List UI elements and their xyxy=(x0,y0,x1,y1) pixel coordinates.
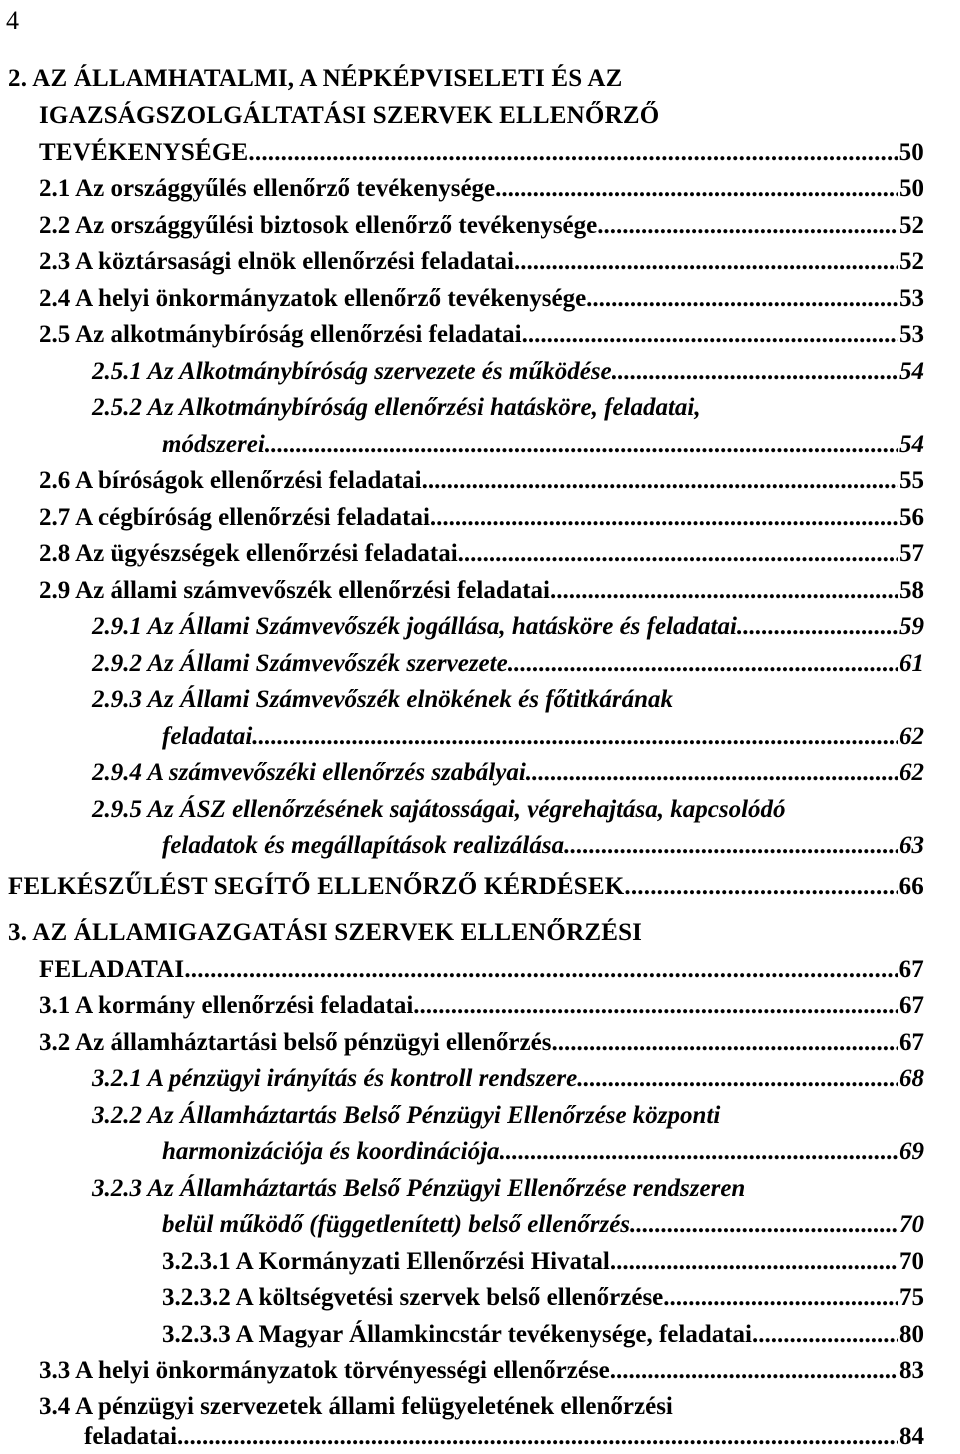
toc-entry-text: 3.1 A kormány ellenőrzési feladatai. xyxy=(39,992,420,1019)
toc-entry-page: 62 xyxy=(899,723,924,750)
toc-entry-text: 3.3 A helyi önkormányzatok törvényességi ellenőrzése xyxy=(39,1357,610,1384)
toc-entry-3-2-2-line1[interactable] xyxy=(92,1101,924,1131)
toc-entry-page: 50 xyxy=(898,139,924,166)
toc-entry-3-2-3-2[interactable] xyxy=(162,1283,924,1313)
toc-entry-page: 54 xyxy=(899,431,924,458)
toc-entry-text: 2.2 Az országgyűlési biztosok ellenőrző tevékenysége xyxy=(39,212,598,239)
toc-entry-text: 2.9 Az állami számvevőszék ellenőrzési feladatai xyxy=(39,577,550,604)
dot-leader xyxy=(564,831,898,861)
toc-entry-2-4[interactable] xyxy=(39,284,924,314)
toc-entry-2-2[interactable] xyxy=(39,211,924,241)
page-number: 4 xyxy=(6,6,19,35)
toc-entry-text: 2.4 A helyi önkormányzatok ellenőrző tevékenysége xyxy=(39,285,587,312)
toc-entry-page: 53 xyxy=(899,321,924,348)
toc-entry-2-3[interactable] xyxy=(39,247,924,277)
toc-entry-text: 2.7 A cégbíróság ellenőrzési feladatai xyxy=(39,504,430,531)
toc-entry-text: 2.8 Az ügyészségek ellenőrzési feladatai. xyxy=(39,540,464,567)
toc-entry-text: 3.2.3.3 A Magyar Államkincstár tevékenysége, feladatai xyxy=(162,1321,752,1348)
toc-entry-page: 54 xyxy=(899,358,924,385)
toc-entry-2-8[interactable] xyxy=(39,539,924,569)
toc-entry-text: 2. AZ ÁLLAMHATALMI, A NÉPKÉPVISELETI ÉS AZ xyxy=(8,65,623,92)
toc-entry-page: 62 xyxy=(899,759,924,786)
toc-entry-page: 63 xyxy=(899,832,924,859)
toc-entry-page: 67 xyxy=(898,956,924,983)
toc-entry-page: 70 xyxy=(899,1248,924,1275)
toc-entry-text: TEVÉKENYSÉGE xyxy=(39,139,249,166)
toc-entry-page: 83 xyxy=(899,1357,924,1384)
dot-leader xyxy=(550,576,898,606)
toc-entry-text: IGAZSÁGSZOLGÁLTATÁSI SZERVEK ELLENŐRZŐ xyxy=(39,102,660,129)
toc-entry-2-9-1[interactable] xyxy=(92,612,924,642)
toc-entry-2-9-2[interactable] xyxy=(92,649,924,679)
toc-entry-3-heading-line1[interactable] xyxy=(8,918,924,948)
dot-leader xyxy=(420,991,898,1021)
toc-entry-2-heading-line1[interactable] xyxy=(8,64,924,94)
toc-entry-2-9-5[interactable] xyxy=(162,831,924,861)
toc-entry-page: 56 xyxy=(899,504,924,531)
dot-leader xyxy=(624,872,897,902)
toc-entry-page: 75 xyxy=(899,1284,924,1311)
toc-entry-text: feladatai xyxy=(84,1423,178,1450)
toc-entry-review-questions[interactable] xyxy=(8,872,924,902)
toc-entry-text: 2.9.2 Az Állami Számvevőszék szervezete xyxy=(92,650,508,677)
dot-leader xyxy=(248,138,897,168)
toc-entry-2-9-3-line1[interactable] xyxy=(92,685,924,715)
toc-entry-page: 57 xyxy=(899,540,924,567)
toc-entry-text: 3.4 A pénzügyi szervezetek állami felügyeletének ellenőrzési xyxy=(39,1393,673,1420)
toc-entry-text: 3.2.3.2 A költségvetési szervek belső ellenőrzése xyxy=(162,1284,664,1311)
dot-leader xyxy=(501,174,898,204)
toc-entry-3-2-3[interactable] xyxy=(162,1210,924,1240)
toc-entry-2-5[interactable] xyxy=(39,320,924,350)
dot-leader xyxy=(737,612,898,642)
toc-entry-page: 53 xyxy=(899,285,924,312)
toc-entry-3-4[interactable] xyxy=(84,1422,924,1452)
dot-leader xyxy=(464,539,898,569)
toc-entry-page: 67 xyxy=(899,1029,924,1056)
dot-leader xyxy=(663,1283,898,1313)
toc-entry-page: 55 xyxy=(899,467,924,494)
toc-entry-page: 52 xyxy=(899,248,924,275)
toc-entry-text: feladatai xyxy=(162,723,253,750)
dot-leader xyxy=(177,1422,898,1452)
dot-leader xyxy=(184,955,897,985)
dot-leader xyxy=(610,1356,898,1386)
toc-entry-page: 50 xyxy=(899,175,924,202)
dot-leader xyxy=(500,1137,898,1167)
toc-entry-page: 80 xyxy=(899,1321,924,1348)
toc-entry-2-5-1[interactable] xyxy=(92,357,924,387)
toc-entry-3-2-2[interactable] xyxy=(162,1137,924,1167)
toc-entry-text: FELKÉSZŰLÉST SEGÍTŐ ELLENŐRZŐ KÉRDÉSEK xyxy=(8,873,625,900)
toc-entry-2-5-2[interactable] xyxy=(162,430,924,460)
toc-entry-text: 3.2.1 A pénzügyi irányítás és kontroll rendszere xyxy=(92,1065,578,1092)
toc-entry-2-9-3[interactable] xyxy=(162,722,924,752)
dot-leader xyxy=(422,466,898,496)
toc-entry-text: 3.2 Az államháztartási belső pénzügyi ellenőrzés xyxy=(39,1029,552,1056)
toc-entry-text: belül működő (függetlenített) belső ellenőrzés xyxy=(162,1211,631,1238)
toc-entry-2[interactable] xyxy=(39,138,924,168)
toc-entry-text: 2.9.4 A számvevőszéki ellenőrzés szabályai xyxy=(92,759,526,786)
toc-entry-page: 52 xyxy=(899,212,924,239)
toc-entry-page: 68 xyxy=(899,1065,924,1092)
toc-entry-text: 2.9.3 Az Állami Számvevőszék elnökének és főtitkárának xyxy=(92,686,674,713)
dot-leader xyxy=(630,1210,898,1240)
toc-entry-page: 84 xyxy=(899,1423,924,1450)
toc-entry-text: FELADATAI xyxy=(39,956,185,983)
toc-entry-text: 3.2.3 Az Államháztartás Belső Pénzügyi Ellenőrzése rendszeren xyxy=(92,1175,746,1202)
dot-leader xyxy=(508,649,898,679)
toc-entry-text: 2.6 A bíróságok ellenőrzési feladatai xyxy=(39,467,422,494)
toc-entry-page: 70 xyxy=(899,1211,924,1238)
toc-entry-text: 3.2.3.1 A Kormányzati Ellenőrzési Hivatal xyxy=(162,1248,610,1275)
toc-entry-text: 2.5 Az alkotmánybíróság ellenőrzési feladatai xyxy=(39,321,522,348)
dot-leader xyxy=(526,758,898,788)
toc-entry-text: harmonizációja és koordinációja xyxy=(162,1138,500,1165)
toc-entry-text: 2.5.1 Az Alkotmánybíróság szervezete és működése xyxy=(92,358,612,385)
toc-entry-page: 67 xyxy=(899,992,924,1019)
toc-entry-3[interactable] xyxy=(39,955,924,985)
toc-entry-3-3[interactable] xyxy=(39,1356,924,1386)
dot-leader xyxy=(610,1247,898,1277)
toc-entry-2-5-2-line1[interactable] xyxy=(92,393,924,423)
dot-leader xyxy=(577,1064,898,1094)
toc-entry-2-9-5-line1[interactable] xyxy=(92,795,924,825)
dot-leader xyxy=(612,357,898,387)
dot-leader xyxy=(597,211,898,241)
toc-entry-text: módszerei xyxy=(162,431,265,458)
toc-entry-2-6[interactable] xyxy=(39,466,924,496)
toc-entry-text: 2.1 Az országgyűlés ellenőrző tevékenysége. xyxy=(39,175,502,202)
toc-entry-3-2[interactable] xyxy=(39,1028,924,1058)
dot-leader xyxy=(514,247,898,277)
toc-entry-3-2-3-line1[interactable] xyxy=(92,1174,924,1204)
dot-leader xyxy=(252,722,898,752)
toc-entry-page: 66 xyxy=(898,873,924,900)
toc-entry-2-heading-line2[interactable] xyxy=(39,101,924,131)
toc-entry-2-7[interactable] xyxy=(39,503,924,533)
toc-entry-text: 2.9.1 Az Állami Számvevőszék jogállása, hatásköre és feladatai xyxy=(92,613,737,640)
toc-entry-3-2-3-1[interactable] xyxy=(162,1247,924,1277)
toc-entry-3-2-1[interactable] xyxy=(92,1064,924,1094)
dot-leader xyxy=(586,284,898,314)
toc-entry-text: 3. AZ ÁLLAMIGAZGATÁSI SZERVEK ELLENŐRZÉSI xyxy=(8,919,643,946)
toc-entry-2-1[interactable] xyxy=(39,174,924,204)
toc-entry-text: 3.2.2 Az Államháztartás Belső Pénzügyi Ellenőrzése központi xyxy=(92,1102,721,1129)
dot-leader xyxy=(522,320,898,350)
toc-entry-3-1[interactable] xyxy=(39,991,924,1021)
toc-entry-page: 61 xyxy=(899,650,924,677)
toc-entry-3-4-line1[interactable] xyxy=(39,1392,924,1422)
dot-leader xyxy=(752,1320,898,1350)
toc-entry-2-9-4[interactable] xyxy=(92,758,924,788)
toc-entry-3-2-3-3[interactable] xyxy=(162,1320,924,1350)
toc-entry-page: 59 xyxy=(899,613,924,640)
toc-entry-2-9[interactable] xyxy=(39,576,924,606)
toc-entry-page: 58 xyxy=(899,577,924,604)
toc-entry-text: feladatok és megállapítások realizálása xyxy=(162,832,565,859)
toc-entry-text: 2.9.5 Az ÁSZ ellenőrzésének sajátosságai, végrehajtása, kapcsolódó xyxy=(92,796,786,823)
dot-leader xyxy=(265,430,898,460)
toc-entry-page: 69 xyxy=(899,1138,924,1165)
dot-leader xyxy=(430,503,898,533)
dot-leader xyxy=(551,1028,898,1058)
toc-entry-text: 2.5.2 Az Alkotmánybíróság ellenőrzési hatásköre, feladatai, xyxy=(92,394,701,421)
toc-entry-text: 2.3 A köztársasági elnök ellenőrzési feladatai xyxy=(39,248,514,275)
